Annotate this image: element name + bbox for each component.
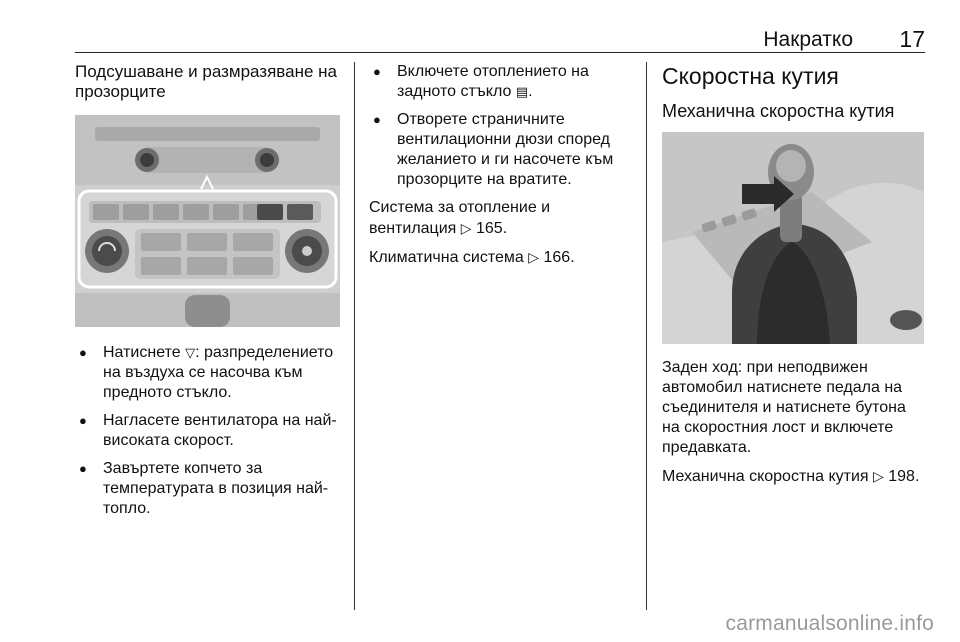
section-title: Накратко	[763, 28, 853, 51]
rear-window-heating-icon: ▤	[515, 84, 529, 99]
column-left	[75, 62, 343, 527]
defrost-steps	[75, 343, 343, 519]
reference-paragraph: Система за отопление и вентилация ▷ 165.	[369, 199, 551, 237]
gear-lever-illustration	[662, 132, 924, 344]
list-item: ● Нагласете вентилатора на най-високата скорост.	[75, 411, 343, 451]
climate-control-panel-illustration	[75, 115, 340, 327]
list-item: ● Завъртете копчето за температурата в позиция най-топло.	[75, 459, 343, 519]
gearbox-heading: Скоростна кутия	[662, 63, 839, 89]
page-reference-link[interactable]: 198.	[883, 468, 920, 485]
page-reference-arrow-icon: ▷	[460, 220, 472, 236]
reverse-gear-paragraph: Заден ход: при неподвижен автомобил натиснете педала на съединителя и натиснете бутона на скоростния лост и включете предавката.	[662, 359, 906, 456]
page-reference-arrow-icon: ▷	[873, 468, 884, 484]
page-reference-arrow-icon: ▷	[528, 249, 540, 265]
manual-gearbox-subheading: Механична скоростна кутия	[662, 101, 895, 121]
page-number: 17	[899, 26, 925, 52]
defrost-steps-continued	[369, 62, 631, 190]
column-divider	[354, 62, 355, 610]
list-item: ● Отворете страничните вентилационни дюзи според желанието и ги насочете към прозорците на вратите.	[369, 110, 631, 190]
reference-paragraph: Климатична система ▷ 166.	[369, 249, 575, 266]
windscreen-defrost-icon: ▽	[185, 345, 196, 360]
column-middle	[369, 62, 631, 276]
list-item: ● Натиснете ▽: разпределението на въздуха се насочва към предното стъкло.	[75, 343, 343, 403]
column-divider	[646, 62, 647, 610]
defrost-heading: Подсушаване и размразяване на прозорците	[75, 62, 338, 101]
column-right	[662, 62, 928, 495]
page-reference-link[interactable]: 166.	[539, 249, 575, 266]
list-item: ● Включете отоплението на задното стъкло ▤.	[369, 62, 631, 102]
page-reference-link[interactable]: 165.	[471, 220, 508, 237]
reference-paragraph: Механична скоростна кутия ▷ 198.	[662, 468, 920, 485]
page-header	[75, 26, 925, 53]
watermark: carmanualsonline.info	[725, 612, 934, 635]
